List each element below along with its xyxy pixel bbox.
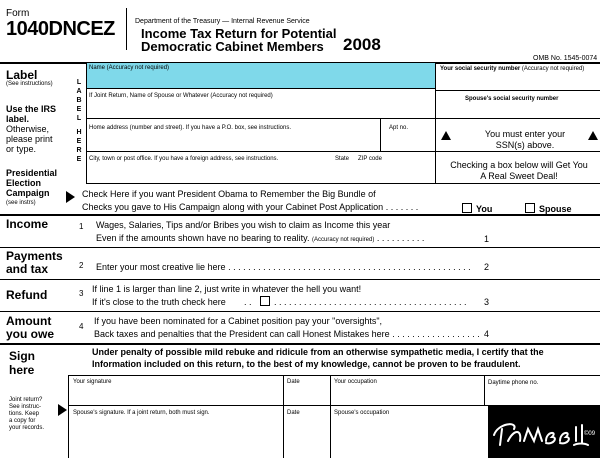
refund-text-2: If it's close to the truth check here [92, 297, 226, 307]
income-right-no: 1 [484, 234, 490, 244]
perjury-line-2: Information included on this return, to the best of my knowledge, cannot be proven to be fraudulent. [92, 359, 521, 369]
ssn-field[interactable] [436, 74, 600, 90]
artist-name: CAMPBELL [490, 411, 496, 412]
up-arrow-icon-right [588, 131, 598, 140]
form-label: Form [6, 8, 30, 19]
income-amount-field[interactable] [430, 231, 490, 243]
artist-signature-block [488, 405, 600, 458]
presidential-label-1: Presidential [6, 168, 58, 178]
date-label-1: Date [287, 379, 300, 385]
apt-no-label: Apt no. [389, 125, 409, 131]
please-print: please print [6, 134, 53, 144]
you-checkbox[interactable] [462, 203, 472, 213]
otherwise: Otherwise, [6, 124, 50, 134]
or-type: or type. [6, 144, 37, 154]
your-signature-label: Your signature [73, 379, 112, 385]
home-address-field[interactable] [87, 119, 435, 151]
amount-text-2: Back taxes and penalties that the President can call Honest Mistakes here . . . . . . . . . . . . . . . . . . [94, 329, 480, 339]
refund-amount-field[interactable] [430, 294, 490, 306]
up-arrow-icon-left [441, 131, 451, 140]
daytime-phone-label: Daytime phone no. [488, 380, 539, 386]
refund-text-1: If line 1 is larger than line 2, just write in whatever the hell you want! [92, 284, 362, 294]
presidential-see-instrs: (see instrs) [6, 200, 36, 206]
amount-heading-2: you owe [6, 327, 55, 341]
date-label-2: Date [287, 410, 300, 416]
presidential-label-3: Campaign [6, 188, 50, 198]
label-word: label. [6, 114, 30, 124]
label-heading: Label [6, 68, 38, 82]
spouse-label: Spouse [539, 204, 572, 214]
spouse-ssn-field[interactable] [436, 104, 600, 118]
date-field-2[interactable] [285, 418, 329, 448]
payments-text: Enter your most creative lie here . . . . . . . . . . . . . . . . . . . . . . . . . . . . . . . . . . . . . . . . . . . . . . . . . [96, 262, 471, 272]
state-label: State [335, 156, 350, 162]
joint-return-note: Joint return? See instruc- tions. Keep a copy for your records. [9, 397, 45, 431]
income-line-no: 1 [79, 222, 84, 231]
home-address-label: Home address (number and street). If you have a P.O. box, see instructions. [89, 125, 291, 131]
sign-arrow-icon [58, 404, 67, 416]
form-title-line2: Democratic Cabinet Members [141, 39, 324, 54]
refund-heading: Refund [6, 288, 48, 302]
zip-label: ZIP code [358, 156, 382, 162]
refund-right-no: 3 [484, 297, 490, 307]
presidential-text-2: Checks you gave to His Campaign along with your Cabinet Post Application . . . . . . . [82, 202, 419, 212]
form-title-line1: Income Tax Return for Potential [141, 26, 337, 41]
spouse-occupation-label: Spouse's occupation [334, 410, 390, 416]
date-field-1[interactable] [285, 387, 329, 404]
payments-amount-field[interactable] [430, 259, 490, 271]
payments-right-no: 2 [484, 262, 490, 272]
department-line: Department of the Treasury — Internal Revenue Service [135, 18, 310, 25]
sign-heading-2: here [9, 363, 35, 377]
spouse-name-label: If Joint Return, Name of Spouse or Whatever (Accuracy not required) [89, 93, 273, 99]
city-label: City, town or post office. If you have a foreign address, see instructions. [89, 156, 279, 162]
vertical-here-text: HERE [76, 129, 82, 163]
sign-heading-1: Sign [9, 349, 35, 363]
amount-heading-1: Amount [6, 314, 52, 328]
ssn-label: Your social security number (Accuracy not required) [440, 66, 585, 72]
use-irs: Use the IRS [6, 104, 57, 114]
income-text-1: Wages, Salaries, Tips and/or Bribes you wish to claim as Income this year [96, 220, 391, 230]
income-heading: Income [6, 217, 49, 231]
spouse-occupation-field[interactable] [332, 418, 482, 448]
refund-dots-1: . . [244, 297, 252, 307]
checking-note: Checking a box below will Get You A Real Sweet Deal! [450, 160, 588, 181]
income-text-2: Even if the amounts shown have no bearing to reality. (Accuracy not required) . . . . . . . . . . [96, 233, 425, 243]
name-field-label: Name (Accuracy not required) [89, 65, 170, 71]
presidential-label-2: Election [6, 178, 42, 188]
presidential-text-1: Check Here if you want President Obama to Remember the Big Bundle of [82, 189, 376, 199]
close-to-truth-checkbox[interactable] [260, 296, 270, 306]
payments-heading-1: Payments [6, 249, 63, 263]
refund-line-no: 3 [79, 289, 84, 298]
vertical-label-text: LABEL [76, 79, 82, 122]
spouse-ssn-label: Spouse's social security number [465, 96, 559, 102]
must-enter-ssn: You must enter your SSN(s) above. [484, 129, 566, 150]
amount-right-no: 4 [484, 329, 490, 339]
payments-heading-2: and tax [6, 262, 49, 276]
your-signature-field[interactable] [70, 387, 282, 404]
spouse-checkbox[interactable] [525, 203, 535, 213]
perjury-line-1: Under penalty of possible mild rebuke and ridicule from an otherwise sympathetic media, I certify that the [92, 347, 544, 357]
artist-year: ©09 [584, 431, 596, 437]
form-number: 1040DNCEZ [6, 18, 115, 40]
daytime-phone-field[interactable] [486, 388, 598, 404]
your-occupation-label: Your occupation [334, 379, 377, 385]
amount-line-no: 4 [79, 322, 84, 331]
you-label: You [476, 204, 493, 214]
see-instructions: (See instructions) [6, 81, 53, 87]
payments-line-no: 2 [79, 261, 84, 270]
amount-owe-field[interactable] [430, 326, 490, 338]
omb-number: OMB No. 1545-0074 [533, 55, 598, 62]
your-occupation-field[interactable] [332, 387, 482, 404]
tax-year: 2008 [343, 35, 381, 54]
name-field[interactable] [87, 63, 435, 88]
amount-text-1: If you have been nominated for a Cabinet position pay your "oversights", [94, 316, 383, 326]
spouse-name-field[interactable] [87, 89, 435, 117]
spouse-signature-field[interactable] [70, 418, 282, 448]
presidential-arrow-icon [66, 191, 75, 203]
city-field[interactable] [87, 152, 435, 182]
spouse-signature-label: Spouse's signature. If a joint return, both must sign. [73, 410, 210, 416]
refund-dots: . . . . . . . . . . . . . . . . . . . . . . . . . . . . . . . . . . . . . . . [274, 297, 467, 307]
